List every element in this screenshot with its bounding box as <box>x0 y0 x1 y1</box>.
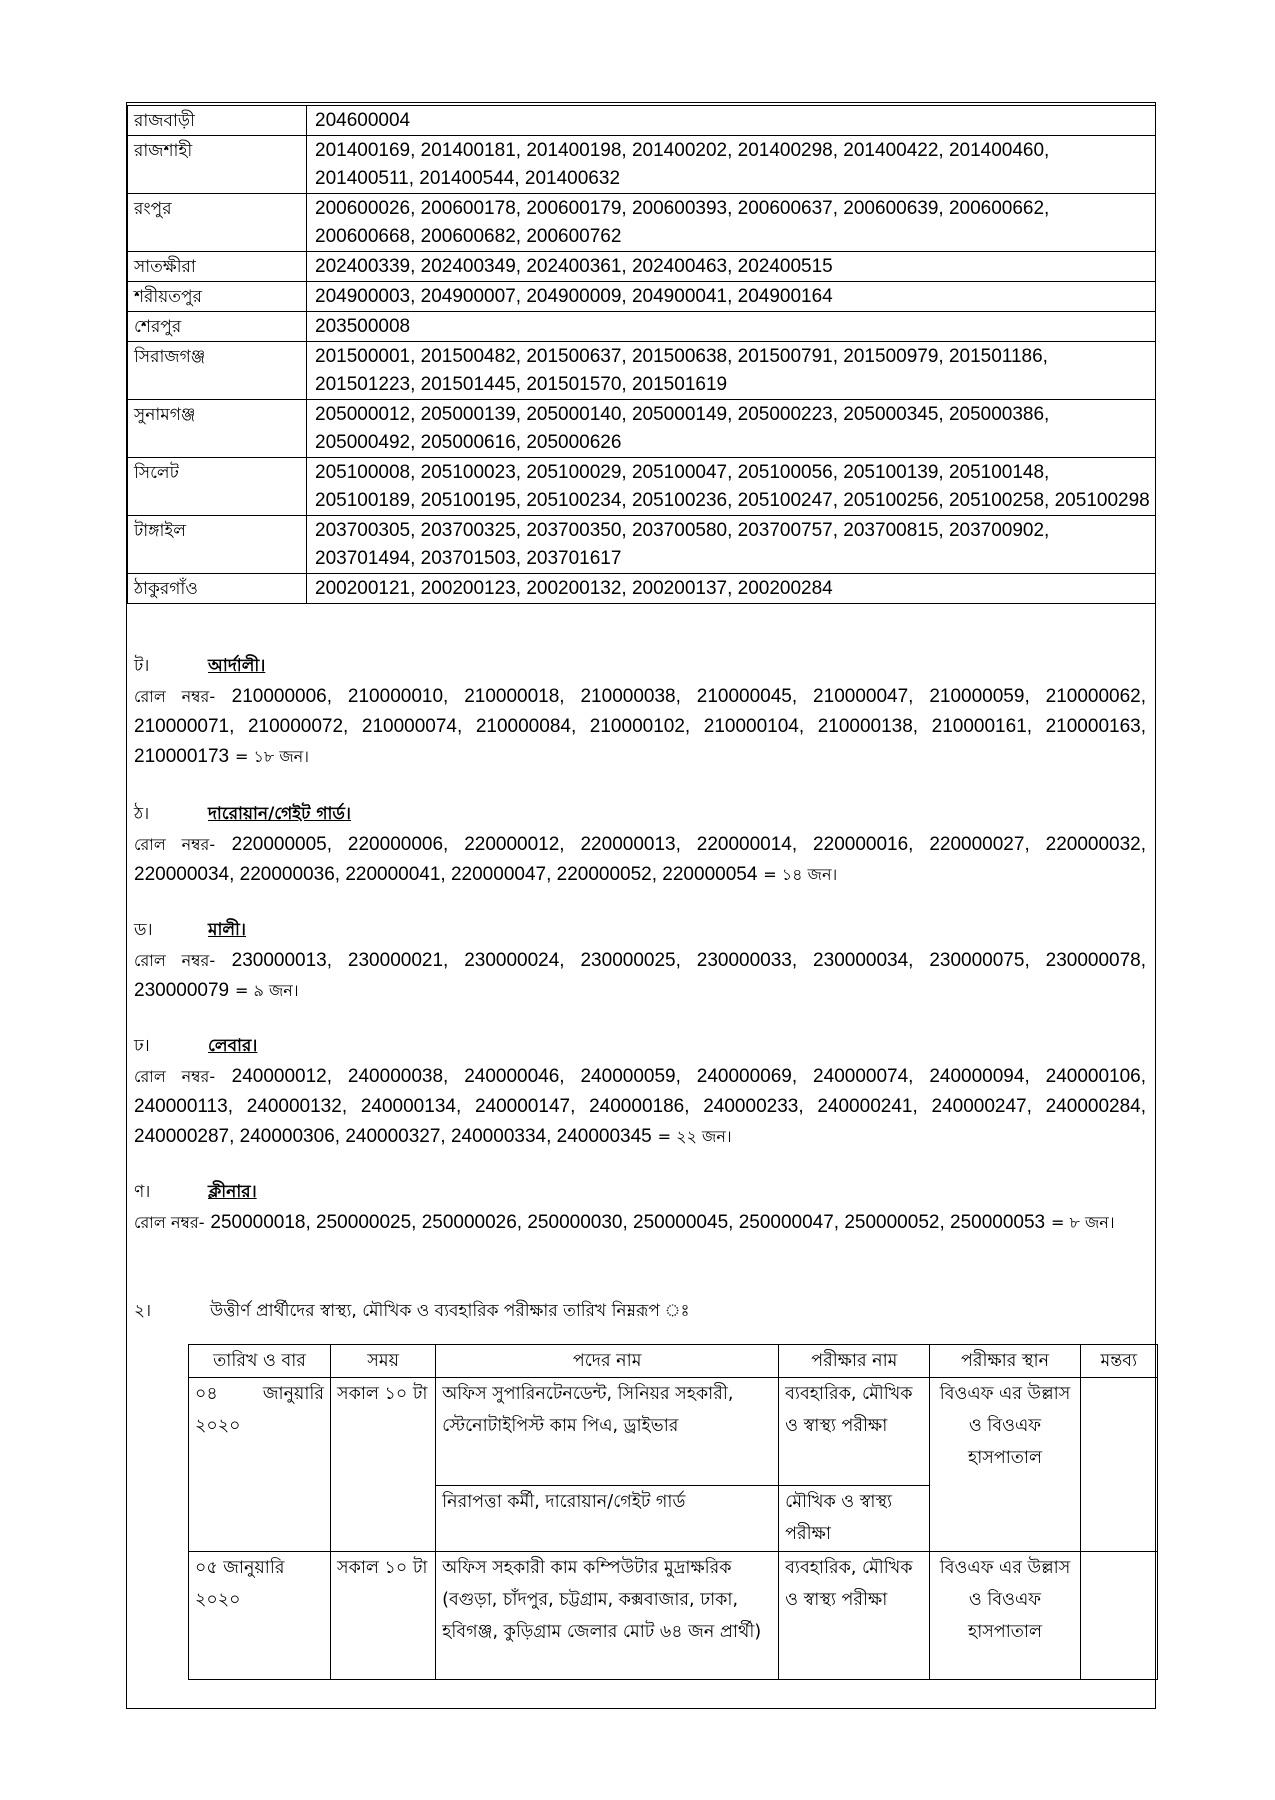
district-name: রংপুর <box>128 194 307 252</box>
section-number: ঢ। <box>134 1036 150 1056</box>
district-row <box>128 282 1156 312</box>
schedule-remark <box>1080 1378 1157 1552</box>
section-heading <box>134 798 1146 830</box>
district-row <box>128 194 1156 252</box>
section-roll-list <box>134 682 1146 772</box>
district-name: রাজশাহী <box>128 136 307 194</box>
district-roll-numbers: 200600026, 200600178, 200600179, 200600393, 200600637, 200600639, 200600662, 200600668, 200600682, 200600762 <box>307 194 1156 252</box>
district-roll-table <box>127 105 1156 604</box>
roll-label: রোল নম্বর- <box>134 835 216 854</box>
schedule-row <box>189 1378 1158 1486</box>
schedule-post: অফিস সহকারী কাম কম্পিউটার মুদ্রাক্ষরিক (বগুড়া, চাঁদপুর, চট্টগ্রাম, কক্সবাজার, ঢাকা, হবিগঞ্জ, কুড়িগ্রাম জেলার মোট ৬৪ জন প্রার্থী) <box>436 1552 779 1680</box>
header-venue: পরীক্ষার স্থান <box>930 1345 1080 1378</box>
schedule-exam: ব্যবহারিক, মৌখিক ও স্বাস্থ্য পরীক্ষা <box>779 1378 930 1486</box>
category-section <box>134 798 1146 890</box>
section-heading <box>134 650 1146 682</box>
district-row <box>128 458 1156 516</box>
roll-label: রোল নম্বর- <box>134 951 216 970</box>
district-row <box>128 252 1156 282</box>
district-roll-numbers: 204900003, 204900007, 204900009, 204900041, 204900164 <box>307 282 1156 312</box>
district-name: সিরাজগঞ্জ <box>128 342 307 400</box>
district-roll-numbers: 205100008, 205100023, 205100029, 205100047, 205100056, 205100139, 205100148, 205100189, 205100195, 205100234, 205100236, 205100247, 205100256, 205100258, 205100298 <box>307 458 1156 516</box>
section-heading <box>134 1030 1146 1062</box>
schedule-venue: বিওএফ এর উল্লাস ও বিওএফ হাসপাতাল <box>930 1552 1080 1680</box>
district-name: শেরপুর <box>128 312 307 342</box>
roll-numbers: 240000012, 240000038, 240000046, 240000059, 240000069, 240000074, 240000094, 240000106, 240000113, 240000132, 240000134, 240000147, 240000186, 240000233, 240000241, 240000247, 240000284, 240000287, 240000306, 240000327, 240000334, 240000345 <box>134 1066 1147 1147</box>
section-title: দারোয়ান/গেইট গার্ড। <box>208 804 351 824</box>
section-title: লেবার। <box>208 1036 258 1056</box>
roll-label: রোল নম্বর- <box>134 1067 216 1086</box>
district-roll-numbers: 200200121, 200200123, 200200132, 200200137, 200200284 <box>307 574 1156 604</box>
district-name: সুনামগঞ্জ <box>128 400 307 458</box>
schedule-time: সকাল ১০ টা <box>331 1552 436 1680</box>
roll-total: = ১৪ জন। <box>763 865 838 884</box>
roll-total: = ৯ জন। <box>235 981 299 1000</box>
category-section <box>134 1176 1146 1238</box>
district-roll-numbers: 201500001, 201500482, 201500637, 201500638, 201500791, 201500979, 201501186, 201501223, 201501445, 201501570, 201501619 <box>307 342 1156 400</box>
header-date: তারিখ ও বার <box>189 1345 331 1378</box>
section-title: মালী। <box>208 920 246 940</box>
district-row <box>128 106 1156 136</box>
schedule-time: সকাল ১০ টা <box>331 1378 436 1552</box>
roll-numbers: 220000005, 220000006, 220000012, 220000013, 220000014, 220000016, 220000027, 220000032, 220000034, 220000036, 220000041, 220000047, 220000052, 220000054 <box>134 834 1147 885</box>
schedule-post: নিরাপত্তা কর্মী, দারোয়ান/গেইট গার্ড <box>436 1486 779 1552</box>
district-roll-numbers: 203500008 <box>307 312 1156 342</box>
section-number: ড। <box>134 920 153 940</box>
schedule-intro <box>134 1296 1146 1326</box>
header-exam: পরীক্ষার নাম <box>779 1345 930 1378</box>
district-roll-numbers: 203700305, 203700325, 203700350, 203700580, 203700757, 203700815, 203700902, 203701494, 203701503, 203701617 <box>307 516 1156 574</box>
roll-total: = ৮ জন। <box>1051 1213 1115 1232</box>
exam-schedule-table <box>188 1344 1158 1680</box>
schedule-exam: মৌখিক ও স্বাস্থ্য পরীক্ষা <box>779 1486 930 1552</box>
district-row <box>128 312 1156 342</box>
schedule-venue: বিওএফ এর উল্লাস ও বিওএফ হাসপাতাল <box>930 1378 1080 1552</box>
roll-numbers: 210000006, 210000010, 210000018, 210000038, 210000045, 210000047, 210000059, 210000062, 210000071, 210000072, 210000074, 210000084, 210000102, 210000104, 210000138, 210000161, 210000163, 210000173 <box>134 686 1147 767</box>
district-roll-numbers: 204600004 <box>307 106 1156 136</box>
section-title: ক্লীনার। <box>208 1182 257 1202</box>
schedule-exam: ব্যবহারিক, মৌখিক ও স্বাস্থ্য পরীক্ষা <box>779 1552 930 1680</box>
header-time: সময় <box>331 1345 436 1378</box>
section-number: ণ। <box>134 1182 151 1202</box>
district-roll-numbers: 201400169, 201400181, 201400198, 201400202, 201400298, 201400422, 201400460, 201400511, 201400544, 201400632 <box>307 136 1156 194</box>
roll-label: রোল নম্বর- <box>134 687 216 706</box>
district-roll-numbers: 205000012, 205000139, 205000140, 205000149, 205000223, 205000345, 205000386, 205000492, 205000616, 205000626 <box>307 400 1156 458</box>
section-heading <box>134 914 1146 946</box>
district-row <box>128 400 1156 458</box>
intro-number: ২। <box>134 1301 152 1321</box>
district-row <box>128 516 1156 574</box>
category-section <box>134 914 1146 1006</box>
schedule-date: ০৪ জানুয়ারি ২০২০ <box>189 1378 331 1552</box>
section-heading <box>134 1176 1146 1208</box>
district-row <box>128 574 1156 604</box>
header-post: পদের নাম <box>436 1345 779 1378</box>
schedule-post: অফিস সুপারিনটেনডেন্ট, সিনিয়র সহকারী, স্টেনোটাইপিস্ট কাম পিএ, ড্রাইভার <box>436 1378 779 1486</box>
district-name: টাঙ্গাইল <box>128 516 307 574</box>
district-name: ঠাকুরগাঁও <box>128 574 307 604</box>
district-roll-numbers: 202400339, 202400349, 202400361, 202400463, 202400515 <box>307 252 1156 282</box>
schedule-header-row <box>189 1345 1158 1378</box>
schedule-date: ০৫ জানুয়ারি ২০২০ <box>189 1552 331 1680</box>
district-name: শরীয়তপুর <box>128 282 307 312</box>
roll-numbers: 250000018, 250000025, 250000026, 250000030, 250000045, 250000047, 250000052, 250000053 <box>210 1212 1046 1233</box>
section-roll-list <box>134 1062 1146 1152</box>
schedule-row <box>189 1552 1158 1680</box>
roll-total: = ২২ জন। <box>657 1127 732 1146</box>
schedule-remark <box>1080 1552 1157 1680</box>
roll-total: = ১৮ জন। <box>235 747 309 766</box>
roll-numbers: 230000013, 230000021, 230000024, 230000025, 230000033, 230000034, 230000075, 230000078, 230000079 <box>134 950 1147 1001</box>
header-remark: মন্তব্য <box>1080 1345 1157 1378</box>
district-name: রাজবাড়ী <box>128 106 307 136</box>
district-row <box>128 136 1156 194</box>
section-number: ট। <box>134 656 150 676</box>
section-roll-list <box>134 946 1146 1006</box>
district-name: সিলেট <box>128 458 307 516</box>
category-section <box>134 1030 1146 1152</box>
intro-text: উত্তীর্ণ প্রার্থীদের স্বাস্থ্য, মৌখিক ও ব্যবহারিক পরীক্ষার তারিখ নিম্নরূপ ঃ <box>210 1301 690 1321</box>
roll-label: রোল নম্বর- <box>134 1213 205 1232</box>
section-roll-list <box>134 830 1146 890</box>
section-roll-list <box>134 1208 1146 1238</box>
district-name: সাতক্ষীরা <box>128 252 307 282</box>
section-number: ঠ। <box>134 804 150 824</box>
section-title: আর্দালী। <box>208 656 266 676</box>
category-section <box>134 650 1146 772</box>
district-row <box>128 342 1156 400</box>
